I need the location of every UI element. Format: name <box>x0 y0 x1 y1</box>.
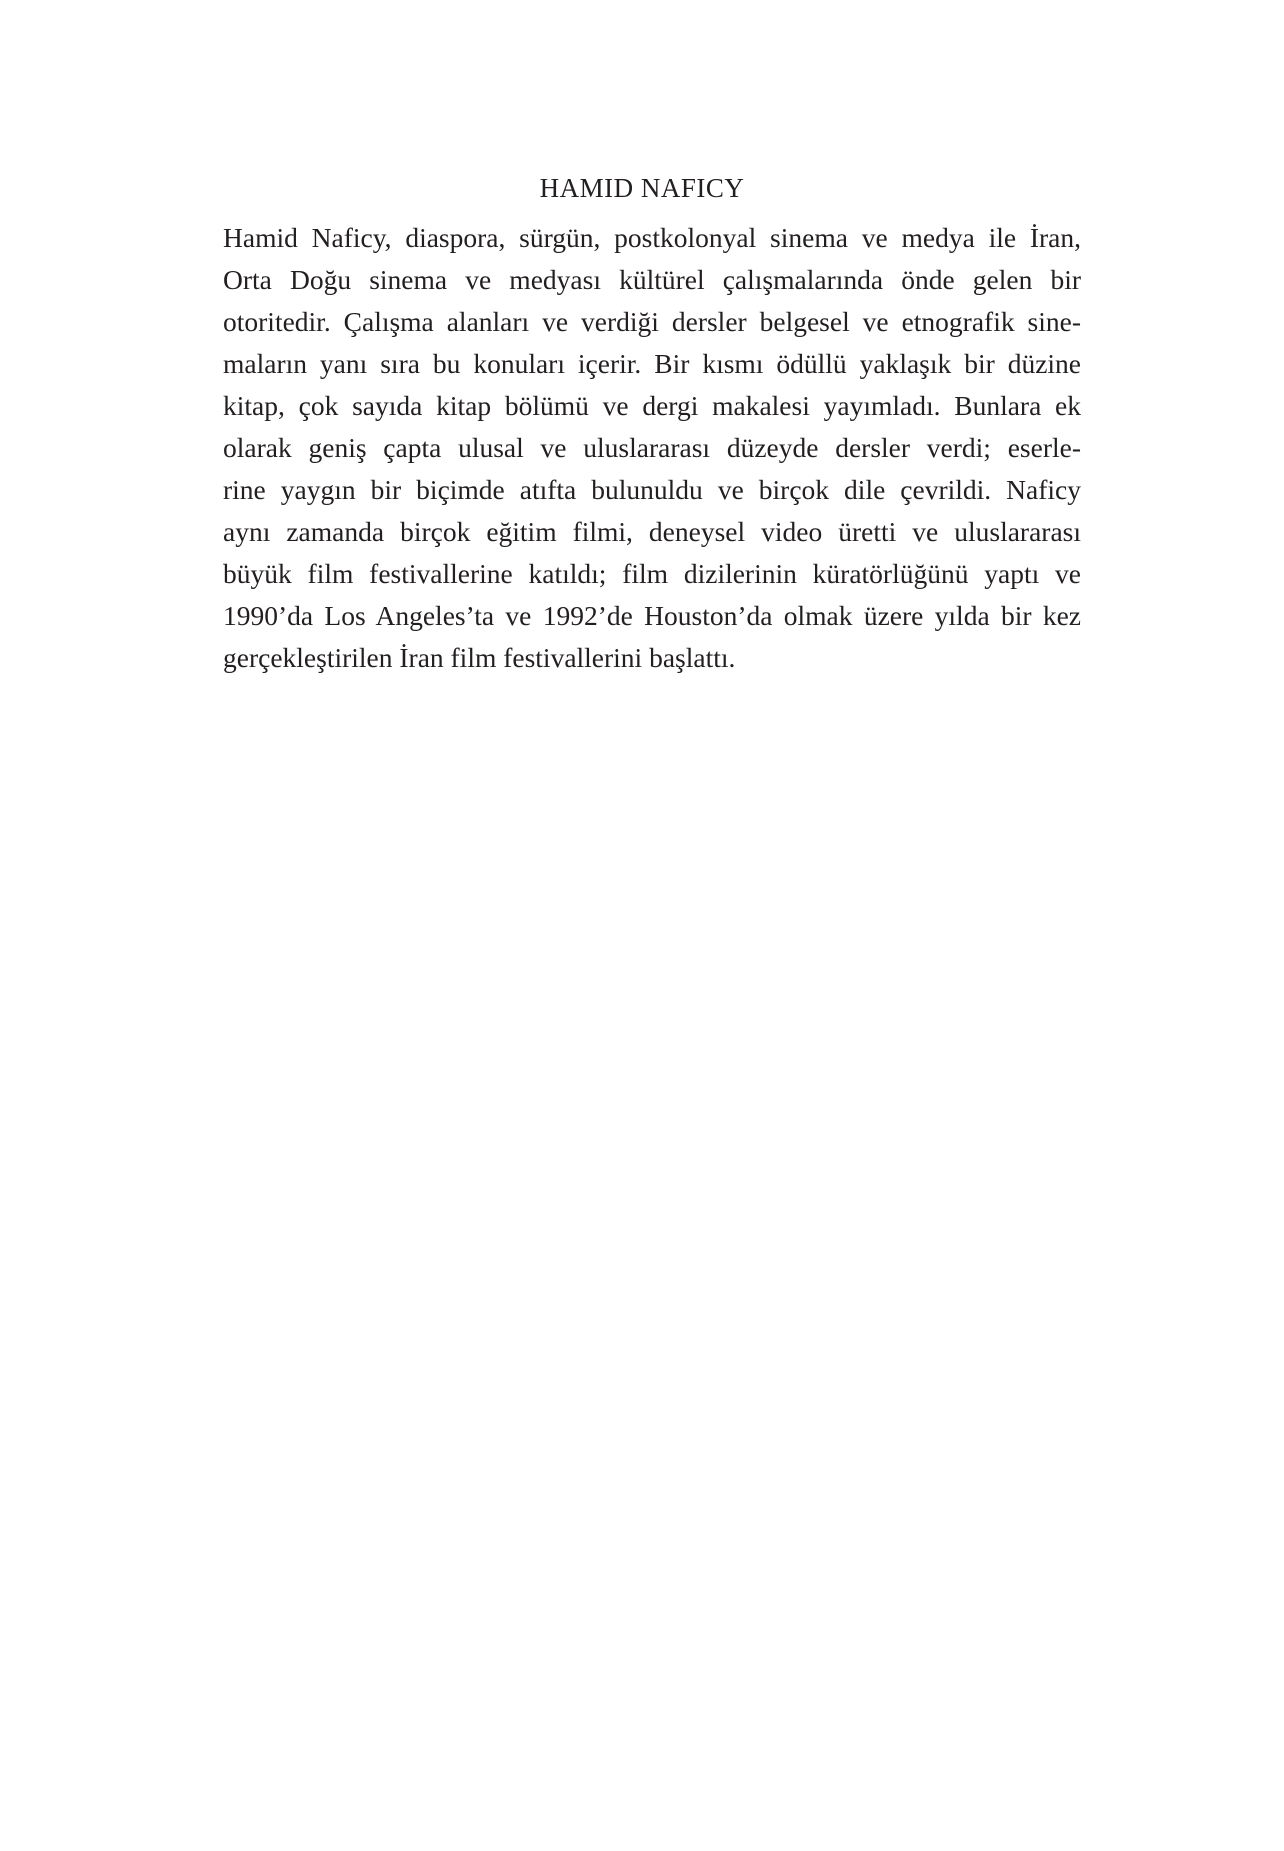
paragraph-line: Hamid Naficy, diaspora, sürgün, postkolonyal sinema ve medya ile İran, <box>223 222 1081 253</box>
paragraph-line: maların yanı sıra bu konuları içerir. Bir kısmı ödüllü yaklaşık bir düzine <box>223 348 1081 379</box>
paragraph-line: büyük film festivallerine katıldı; film dizilerinin küratörlüğünü yaptı ve <box>223 558 1081 589</box>
paragraph-line: rine yaygın bir biçimde atıfta bulunuldu ve birçok dile çevrildi. Naficy <box>223 474 1081 505</box>
paragraph-line: 1990’da Los Angeles’ta ve 1992’de Houston’da olmak üzere yılda bir kez <box>223 600 1081 631</box>
paragraph-line: gerçekleştirilen İran film festivallerini başlattı. <box>223 642 736 673</box>
paragraph-line: Orta Doğu sinema ve medyası kültürel çalışmalarında önde gelen bir <box>223 264 1081 295</box>
paragraph-line: olarak geniş çapta ulusal ve uluslararası düzeyde dersler verdi; eserle- <box>223 432 1081 463</box>
paragraph-line: aynı zamanda birçok eğitim filmi, deneysel video üretti ve uluslararası <box>223 516 1081 547</box>
biography-paragraph <box>223 217 1081 679</box>
author-heading: HAMID NAFICY <box>539 173 745 203</box>
paragraph-line: kitap, çok sayıda kitap bölümü ve dergi makalesi yayımladı. Bunlara ek <box>223 390 1081 421</box>
paragraph-line: otoritedir. Çalışma alanları ve verdiği dersler belgesel ve etnografik sine- <box>223 306 1081 337</box>
